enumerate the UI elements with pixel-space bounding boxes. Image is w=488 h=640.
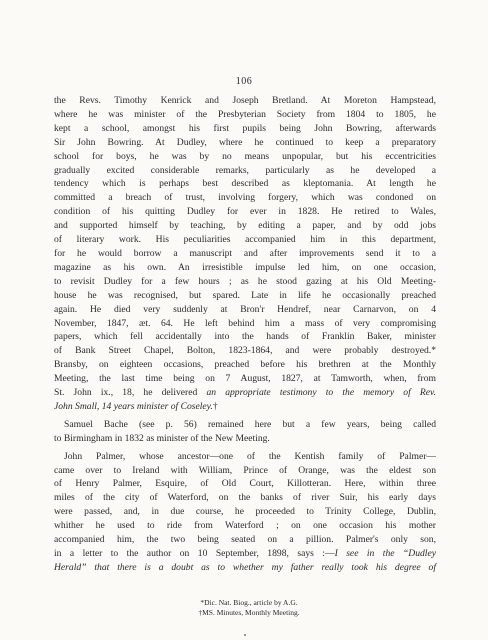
text-line: tendency which is perhaps best described as kleptomania. At length he xyxy=(54,178,436,190)
text-line: of Henry Palmer, Esquire, of Old Court, Killotteran. Here, within three xyxy=(54,478,436,490)
italic-text: Herald” that there is a doubt as to whether my father really took his degree of xyxy=(54,561,436,573)
footnote-2: †MS. Minutes, Monthly Meeting. xyxy=(198,608,300,617)
text-line: again. He died very suddenly at Bron'r Hendref, near Carnarvon, on 4 xyxy=(54,303,436,315)
text-line xyxy=(54,547,436,561)
text-line: committed a breach of trust, involving forgery, which was condoned on xyxy=(54,192,436,204)
italic-text: an appropriate testimony to the memory of Rev. xyxy=(206,387,436,399)
paragraph-palmer xyxy=(54,450,436,575)
text-line: Sir John Bowring. At Dudley, where he continued to keep a preparatory xyxy=(54,136,436,148)
text-line: to revisit Dudley for a few hours ; as he stood gazing at his Old Meeting- xyxy=(54,275,436,287)
text-fragment: in a letter to the author on 10 September, 1898, says :— xyxy=(54,548,335,559)
footnote-1: *Dic. Nat. Biog., article by A.G. xyxy=(200,598,298,607)
text-line: gradually excited considerable remarks, particularly as he developed a xyxy=(54,164,436,176)
paragraph-bache xyxy=(54,418,436,446)
text-line: of literary work. His peculiarities accompanied him in this department, xyxy=(54,234,436,246)
text-line xyxy=(54,400,436,414)
text-line: condition of his quitting Dudley for ever in 1828. He retired to Wales, xyxy=(54,206,436,218)
text-line: house he was recognised, but spared. Late in life he occasionally preached xyxy=(54,289,436,301)
body-text xyxy=(54,94,436,575)
text-line: school for boys, he was by no means unpopular, but his eccentricities xyxy=(54,150,436,162)
italic-text: I see in the “Dudley xyxy=(334,548,436,559)
footnote-mark: † xyxy=(212,400,218,412)
text-line xyxy=(54,386,436,400)
text-line: magazine as his own. An irresistible impulse led him, on one occasion, xyxy=(54,261,436,273)
text-line: papers, which fell accidentally into the hands of Franklin Baker, minister xyxy=(54,331,436,343)
text-line: Meeting, the last time being on 7 August, 1827, at Tamworth, when, from xyxy=(54,373,436,385)
text-line: John Palmer, whose ancestor—one of the Kentish family of Palmer— xyxy=(64,450,436,462)
footnotes xyxy=(0,598,488,618)
page-dot xyxy=(244,634,246,636)
text-line: kept a school, amongst his first pupils being John Bowring, afterwards xyxy=(54,122,436,134)
text-line: where he was minister of the Presbyterian Society from 1804 to 1805, he xyxy=(54,108,436,120)
text-line: the Revs. Timothy Kenrick and Joseph Bretland. At Moreton Hampstead, xyxy=(54,95,436,106)
text-line: whither he used to ride from Waterford ; on one occasion his mother xyxy=(54,520,436,532)
text-line: of Bank Street Chapel, Bolton, 1823-1864, and were probably destroyed.* xyxy=(54,345,436,357)
text-line: Samuel Bache (see p. 56) remained here but a few years, being called xyxy=(64,418,436,430)
text-line: for he would borrow a manuscript and after improvements send it to a xyxy=(54,247,436,259)
text-line xyxy=(54,561,436,575)
paragraph-bransby xyxy=(54,94,436,414)
italic-text: John Small, 14 years minister of Coseley. xyxy=(54,400,213,412)
text-line: were passed, and, in due course, he proceeded to Trinity College, Dublin, xyxy=(54,506,436,518)
text-line: November, 1847, æt. 64. He left behind him a mass of very compromising xyxy=(54,317,436,329)
text-line: to Birmingham in 1832 as minister of the New Meeting. xyxy=(54,432,270,444)
text-line: accompanied him, the two being seated on a pillion. Palmer's only son, xyxy=(54,534,436,546)
text-line: and supported himself by teaching, by editing a paper, and by odd jobs xyxy=(54,220,436,232)
text-line: miles of the city of Waterford, on the banks of river Suir, his early days xyxy=(54,492,436,504)
text-fragment: St. John ix., 18, he delivered xyxy=(54,387,198,399)
text-line: came over to Ireland with William, Prince of Orange, was the eldest son xyxy=(54,464,436,476)
page-number: 106 xyxy=(235,76,253,87)
text-line: Bransby, on eighteen occasions, preached before his brethren at the Monthly xyxy=(54,359,436,371)
